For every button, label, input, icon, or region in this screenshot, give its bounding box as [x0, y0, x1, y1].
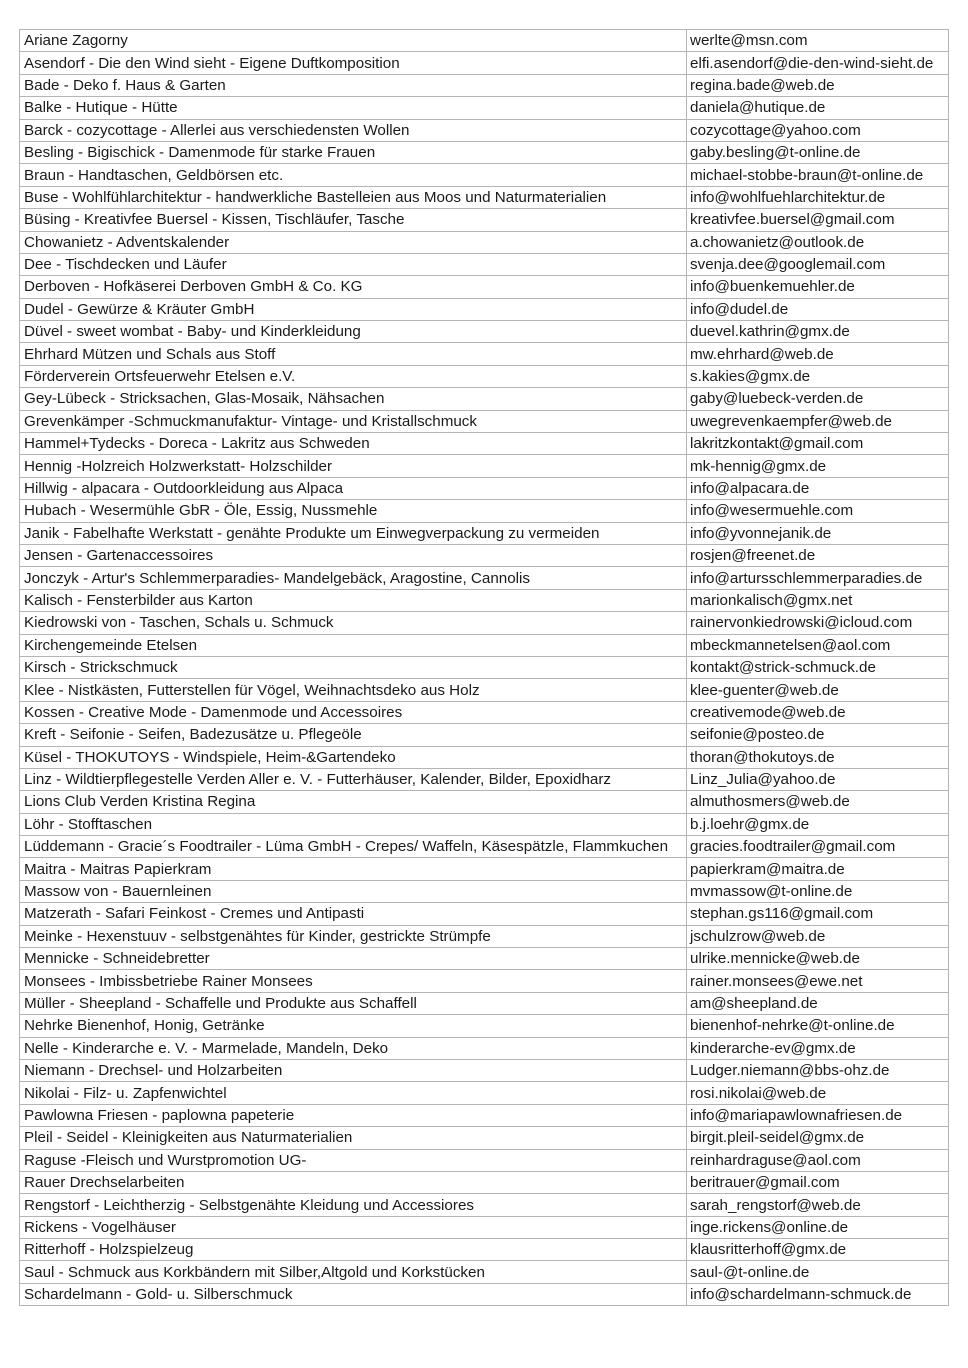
- table-row: [20, 1149, 949, 1171]
- table-row: [20, 433, 949, 455]
- email-cell: klausritterhoff@gmx.de: [687, 1239, 949, 1261]
- email-cell: gracies.foodtrailer@gmail.com: [687, 836, 949, 858]
- email-cell: mw.ehrhard@web.de: [687, 343, 949, 365]
- exhibitor-name-cell: Bade - Deko f. Haus & Garten: [20, 74, 687, 96]
- table-row: [20, 880, 949, 902]
- email-cell: info@wohlfuehlarchitektur.de: [687, 186, 949, 208]
- exhibitor-name-cell: Kiedrowski von - Taschen, Schals u. Schmuck: [20, 612, 687, 634]
- exhibitor-name-cell: Kreft - Seifonie - Seifen, Badezusätze u. Pflegeöle: [20, 724, 687, 746]
- table-row: [20, 1283, 949, 1305]
- exhibitor-name-cell: Löhr - Stofftaschen: [20, 813, 687, 835]
- table-row: [20, 589, 949, 611]
- email-cell: jschulzrow@web.de: [687, 925, 949, 947]
- table-row: [20, 231, 949, 253]
- table-row: [20, 656, 949, 678]
- table-row: [20, 298, 949, 320]
- email-cell: sarah_rengstorf@web.de: [687, 1194, 949, 1216]
- exhibitor-name-cell: Monsees - Imbissbetriebe Rainer Monsees: [20, 970, 687, 992]
- email-cell: beritrauer@gmail.com: [687, 1171, 949, 1193]
- table-row: [20, 500, 949, 522]
- email-cell: am@sheepland.de: [687, 992, 949, 1014]
- table-row: [20, 1216, 949, 1238]
- exhibitor-name-cell: Jensen - Gartenaccessoires: [20, 544, 687, 566]
- table-row: [20, 836, 949, 858]
- email-cell: info@mariapawlownafriesen.de: [687, 1104, 949, 1126]
- email-cell: info@alpacara.de: [687, 477, 949, 499]
- email-cell: daniela@hutique.de: [687, 97, 949, 119]
- exhibitor-name-cell: Buse - Wohlfühlarchitektur - handwerkliche Bastelleien aus Moos und Naturmaterialien: [20, 186, 687, 208]
- table-row: [20, 544, 949, 566]
- exhibitor-name-cell: Kirsch - Strickschmuck: [20, 656, 687, 678]
- email-cell: stephan.gs116@gmail.com: [687, 903, 949, 925]
- table-row: [20, 388, 949, 410]
- table-row: [20, 410, 949, 432]
- table-row: [20, 1082, 949, 1104]
- table-row: [20, 724, 949, 746]
- exhibitor-name-cell: Düvel - sweet wombat - Baby- und Kinderkleidung: [20, 321, 687, 343]
- exhibitor-name-cell: Raguse -Fleisch und Wurstpromotion UG-: [20, 1149, 687, 1171]
- email-cell: inge.rickens@online.de: [687, 1216, 949, 1238]
- table-row: [20, 253, 949, 275]
- email-cell: info@artursschlemmerparadies.de: [687, 567, 949, 589]
- table-row: [20, 768, 949, 790]
- email-cell: info@yvonnejanik.de: [687, 522, 949, 544]
- table-row: [20, 970, 949, 992]
- email-cell: info@wesermuehle.com: [687, 500, 949, 522]
- exhibitor-name-cell: Nehrke Bienenhof, Honig, Getränke: [20, 1015, 687, 1037]
- email-cell: seifonie@posteo.de: [687, 724, 949, 746]
- table-row: [20, 74, 949, 96]
- email-cell: b.j.loehr@gmx.de: [687, 813, 949, 835]
- email-cell: svenja.dee@googlemail.com: [687, 253, 949, 275]
- email-cell: rainervonkiedrowski@icloud.com: [687, 612, 949, 634]
- email-cell: creativemode@web.de: [687, 701, 949, 723]
- exhibitor-name-cell: Saul - Schmuck aus Korkbändern mit Silber,Altgold und Korkstücken: [20, 1261, 687, 1283]
- email-cell: mk-hennig@gmx.de: [687, 455, 949, 477]
- email-cell: rosjen@freenet.de: [687, 544, 949, 566]
- exhibitor-name-cell: Hammel+Tydecks - Doreca - Lakritz aus Schweden: [20, 433, 687, 455]
- exhibitor-name-cell: Pawlowna Friesen - paplowna papeterie: [20, 1104, 687, 1126]
- table-row: [20, 365, 949, 387]
- email-cell: mvmassow@t-online.de: [687, 880, 949, 902]
- table-row: [20, 52, 949, 74]
- table-row: [20, 321, 949, 343]
- table-row: [20, 209, 949, 231]
- email-cell: Linz_Julia@yahoo.de: [687, 768, 949, 790]
- exhibitor-name-cell: Klee - Nistkästen, Futterstellen für Vögel, Weihnachtsdeko aus Holz: [20, 679, 687, 701]
- table-row: [20, 858, 949, 880]
- exhibitor-name-cell: Linz - Wildtierpflegestelle Verden Aller e. V. - Futterhäuser, Kalender, Bilder, Epoxidharz: [20, 768, 687, 790]
- email-cell: s.kakies@gmx.de: [687, 365, 949, 387]
- email-cell: gaby@luebeck-verden.de: [687, 388, 949, 410]
- exhibitor-name-cell: Ritterhoff - Holzspielzeug: [20, 1239, 687, 1261]
- exhibitor-name-cell: Lüddemann - Gracie´s Foodtrailer - Lüma GmbH - Crepes/ Waffeln, Käsespätzle, Flammkuchen: [20, 836, 687, 858]
- table-row: [20, 1015, 949, 1037]
- email-cell: mbeckmannetelsen@aol.com: [687, 634, 949, 656]
- exhibitor-name-cell: Dudel - Gewürze & Kräuter GmbH: [20, 298, 687, 320]
- exhibitor-name-cell: Hubach - Wesermühle GbR - Öle, Essig, Nussmehle: [20, 500, 687, 522]
- exhibitor-name-cell: Kalisch - Fensterbilder aus Karton: [20, 589, 687, 611]
- table-row: [20, 679, 949, 701]
- exhibitor-name-cell: Besling - Bigischick - Damenmode für starke Frauen: [20, 141, 687, 163]
- table-row: [20, 992, 949, 1014]
- email-cell: reinhardraguse@aol.com: [687, 1149, 949, 1171]
- exhibitor-name-cell: Förderverein Ortsfeuerwehr Etelsen e.V.: [20, 365, 687, 387]
- email-cell: kreativfee.buersel@gmail.com: [687, 209, 949, 231]
- exhibitor-name-cell: Nelle - Kinderarche e. V. - Marmelade, Mandeln, Deko: [20, 1037, 687, 1059]
- email-cell: thoran@thokutoys.de: [687, 746, 949, 768]
- email-cell: papierkram@maitra.de: [687, 858, 949, 880]
- exhibitor-name-cell: Nikolai - Filz- u. Zapfenwichtel: [20, 1082, 687, 1104]
- table-row: [20, 1037, 949, 1059]
- table-row: [20, 119, 949, 141]
- table-row: [20, 948, 949, 970]
- table-row: [20, 186, 949, 208]
- exhibitor-name-cell: Massow von - Bauernleinen: [20, 880, 687, 902]
- email-cell: Ludger.niemann@bbs-ohz.de: [687, 1059, 949, 1081]
- exhibitor-name-cell: Rengstorf - Leichtherzig - Selbstgenähte Kleidung und Accessiores: [20, 1194, 687, 1216]
- table-row: [20, 276, 949, 298]
- table-row: [20, 903, 949, 925]
- email-cell: klee-guenter@web.de: [687, 679, 949, 701]
- table-row: [20, 634, 949, 656]
- table-row: [20, 97, 949, 119]
- exhibitor-name-cell: Meinke - Hexenstuuv - selbstgenähtes für Kinder, gestrickte Strümpfe: [20, 925, 687, 947]
- email-cell: info@dudel.de: [687, 298, 949, 320]
- table-row: [20, 1127, 949, 1149]
- email-cell: birgit.pleil-seidel@gmx.de: [687, 1127, 949, 1149]
- contact-table-body: [20, 30, 949, 1306]
- exhibitor-name-cell: Ariane Zagorny: [20, 30, 687, 52]
- email-cell: elfi.asendorf@die-den-wind-sieht.de: [687, 52, 949, 74]
- email-cell: bienenhof-nehrke@t-online.de: [687, 1015, 949, 1037]
- table-row: [20, 477, 949, 499]
- exhibitor-name-cell: Grevenkämper -Schmuckmanufaktur- Vintage- und Kristallschmuck: [20, 410, 687, 432]
- email-cell: regina.bade@web.de: [687, 74, 949, 96]
- exhibitor-name-cell: Hillwig - alpacara - Outdoorkleidung aus Alpaca: [20, 477, 687, 499]
- email-cell: rosi.nikolai@web.de: [687, 1082, 949, 1104]
- exhibitor-name-cell: Derboven - Hofkäserei Derboven GmbH & Co. KG: [20, 276, 687, 298]
- table-row: [20, 612, 949, 634]
- exhibitor-name-cell: Chowanietz - Adventskalender: [20, 231, 687, 253]
- exhibitor-name-cell: Ehrhard Mützen und Schals aus Stoff: [20, 343, 687, 365]
- table-row: [20, 567, 949, 589]
- exhibitor-name-cell: Dee - Tischdecken und Läufer: [20, 253, 687, 275]
- table-row: [20, 1239, 949, 1261]
- exhibitor-name-cell: Küsel - THOKUTOYS - Windspiele, Heim-&Gartendeko: [20, 746, 687, 768]
- exhibitor-name-cell: Rauer Drechselarbeiten: [20, 1171, 687, 1193]
- table-row: [20, 813, 949, 835]
- exhibitor-name-cell: Pleil - Seidel - Kleinigkeiten aus Naturmaterialien: [20, 1127, 687, 1149]
- table-row: [20, 343, 949, 365]
- table-row: [20, 1261, 949, 1283]
- exhibitor-name-cell: Balke - Hutique - Hütte: [20, 97, 687, 119]
- exhibitor-name-cell: Gey-Lübeck - Stricksachen, Glas-Mosaik, Nähsachen: [20, 388, 687, 410]
- exhibitor-name-cell: Hennig -Holzreich Holzwerkstatt- Holzschilder: [20, 455, 687, 477]
- exhibitor-name-cell: Lions Club Verden Kristina Regina: [20, 791, 687, 813]
- email-cell: rainer.monsees@ewe.net: [687, 970, 949, 992]
- exhibitor-name-cell: Matzerath - Safari Feinkost - Cremes und Antipasti: [20, 903, 687, 925]
- exhibitor-name-cell: Asendorf - Die den Wind sieht - Eigene Duftkomposition: [20, 52, 687, 74]
- exhibitor-name-cell: Rickens - Vogelhäuser: [20, 1216, 687, 1238]
- email-cell: werlte@msn.com: [687, 30, 949, 52]
- exhibitor-name-cell: Schardelmann - Gold- u. Silberschmuck: [20, 1283, 687, 1305]
- email-cell: michael-stobbe-braun@t-online.de: [687, 164, 949, 186]
- table-row: [20, 1104, 949, 1126]
- email-cell: marionkalisch@gmx.net: [687, 589, 949, 611]
- email-cell: ulrike.mennicke@web.de: [687, 948, 949, 970]
- email-cell: kontakt@strick-schmuck.de: [687, 656, 949, 678]
- exhibitor-name-cell: Barck - cozycottage - Allerlei aus verschiedensten Wollen: [20, 119, 687, 141]
- exhibitor-name-cell: Maitra - Maitras Papierkram: [20, 858, 687, 880]
- table-row: [20, 141, 949, 163]
- table-row: [20, 1171, 949, 1193]
- email-cell: info@buenkemuehler.de: [687, 276, 949, 298]
- table-row: [20, 746, 949, 768]
- email-cell: kinderarche-ev@gmx.de: [687, 1037, 949, 1059]
- exhibitor-name-cell: Müller - Sheepland - Schaffelle und Produkte aus Schaffell: [20, 992, 687, 1014]
- table-row: [20, 164, 949, 186]
- exhibitor-name-cell: Jonczyk - Artur's Schlemmerparadies- Mandelgebäck, Aragostine, Cannolis: [20, 567, 687, 589]
- table-row: [20, 925, 949, 947]
- exhibitor-name-cell: Mennicke - Schneidebretter: [20, 948, 687, 970]
- email-cell: cozycottage@yahoo.com: [687, 119, 949, 141]
- email-cell: info@schardelmann-schmuck.de: [687, 1283, 949, 1305]
- table-row: [20, 30, 949, 52]
- email-cell: duevel.kathrin@gmx.de: [687, 321, 949, 343]
- exhibitor-name-cell: Kossen - Creative Mode - Damenmode und Accessoires: [20, 701, 687, 723]
- table-row: [20, 522, 949, 544]
- table-row: [20, 455, 949, 477]
- table-row: [20, 1194, 949, 1216]
- table-row: [20, 791, 949, 813]
- exhibitor-name-cell: Büsing - Kreativfee Buersel - Kissen, Tischläufer, Tasche: [20, 209, 687, 231]
- exhibitor-name-cell: Braun - Handtaschen, Geldbörsen etc.: [20, 164, 687, 186]
- email-cell: saul-@t-online.de: [687, 1261, 949, 1283]
- exhibitor-name-cell: Janik - Fabelhafte Werkstatt - genähte Produkte um Einwegverpackung zu vermeiden: [20, 522, 687, 544]
- table-row: [20, 1059, 949, 1081]
- exhibitor-name-cell: Kirchengemeinde Etelsen: [20, 634, 687, 656]
- email-cell: uwegrevenkaempfer@web.de: [687, 410, 949, 432]
- email-cell: lakritzkontakt@gmail.com: [687, 433, 949, 455]
- table-row: [20, 701, 949, 723]
- email-cell: gaby.besling@t-online.de: [687, 141, 949, 163]
- email-cell: almuthosmers@web.de: [687, 791, 949, 813]
- contact-table: [19, 29, 949, 1306]
- exhibitor-name-cell: Niemann - Drechsel- und Holzarbeiten: [20, 1059, 687, 1081]
- email-cell: a.chowanietz@outlook.de: [687, 231, 949, 253]
